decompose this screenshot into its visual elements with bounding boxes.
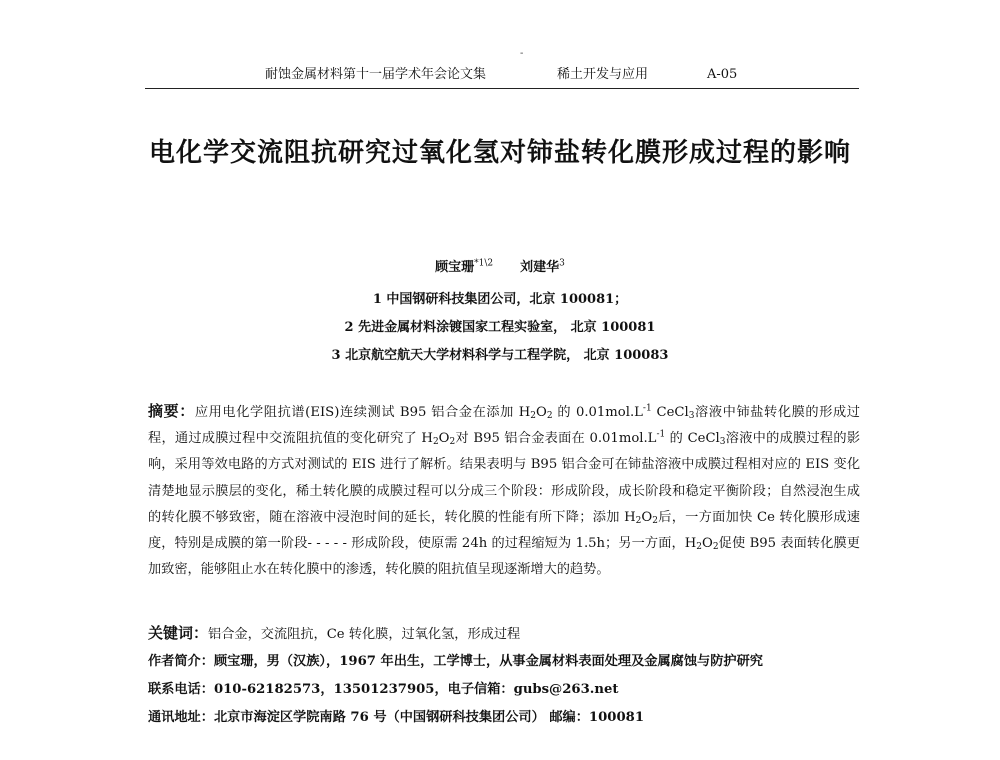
- address-text: 北京市海淀区学院南路 76 号（中国钢研科技集团公司） 邮编：100081: [213, 710, 644, 725]
- abstract-text: 应用电化学阻抗谱(EIS)连续测试 B95 铝合金在添加 H: [194, 405, 531, 420]
- abstract-text: CeCl: [651, 405, 689, 420]
- subscript: 3: [719, 437, 726, 448]
- abstract-text: 后，一方面加快 Ce 转化膜形成速度，特别是成膜的第一阶段- - - - - 形成阶段，使原需 24h 的过程缩短为 1.5h；另一方面，H: [148, 509, 860, 552]
- keywords-text: 铝合金，交流阻抗，Ce 转化膜，过氧化氢，形成过程: [208, 627, 521, 642]
- abstract-text: 的 0.01mol.L: [552, 405, 643, 420]
- affiliation-2: 2 先进金属材料涂镀国家工程实验室， 北京 100081: [344, 320, 656, 335]
- contact-info: [148, 678, 868, 697]
- keywords-label: 关键词：: [148, 624, 209, 642]
- subscript: 2: [635, 515, 642, 526]
- superscript: -1: [642, 403, 652, 414]
- affiliation-1: 1 中国钢研科技集团公司，北京 100081；: [372, 292, 628, 307]
- affiliation-3: 3 北京航空航天大学材料科学与工程学院， 北京 100083: [331, 348, 669, 363]
- subscript: 2: [652, 515, 658, 526]
- author-name: 刘建华: [520, 260, 560, 275]
- header-topic: 稀土开发与应用: [557, 67, 649, 82]
- abstract-text: O: [536, 405, 547, 420]
- contact-label: 联系电话：: [148, 682, 214, 697]
- abstract-text: 溶液中的成膜过程的影响，采用等效电路的方式对测试的 EIS 进行了解析。结果表明与 B95 铝合金可在铈盐溶液中成膜过程相对应的 EIS 变化清楚地显示膜层的变化，稀土转化膜的成膜过程可以分成三个阶段：形成阶段，成长阶段和稳定平衡阶段；自然浸泡生成的转化膜不够致密，随在溶液中浸泡时间的延长，转化膜的性能有所下降；添加 H: [148, 431, 861, 525]
- author-info-label: 作者简介：: [148, 654, 214, 669]
- subscript: 2: [530, 411, 536, 421]
- address-label: 通讯地址：: [148, 710, 214, 725]
- abstract-text: O: [702, 536, 713, 552]
- superscript: -1: [656, 429, 666, 440]
- running-header: [145, 62, 859, 89]
- subscript: 2: [696, 542, 703, 553]
- author-line: [0, 256, 1000, 275]
- abstract: [148, 398, 860, 583]
- author-mark: 3: [559, 258, 565, 269]
- scan-mark: -: [520, 48, 524, 59]
- author-info-text: 顾宝珊，男（汉族），1967 年出生，工学博士，从事金属材料表面处理及金属腐蚀与防护研究: [213, 654, 763, 669]
- contact-text: 010-62182573，13501237905，电子信箱：gubs@263.net: [213, 682, 619, 697]
- author-info: [148, 650, 868, 669]
- abstract-text: 对 B95 铝合金表面在 0.01mol.L: [455, 431, 657, 447]
- abstract-label: 摘要：: [148, 402, 195, 420]
- subscript: 3: [688, 411, 695, 421]
- paper-title: 电化学交流阻抗研究过氧化氢对铈盐转化膜形成过程的影响: [148, 138, 851, 168]
- subscript: 2: [712, 542, 719, 553]
- header-code: A-05: [707, 67, 738, 82]
- mailing-address: [148, 706, 868, 725]
- abstract-text: 溶液中铈盐转化膜的形成过程，通过成膜过程中交流阻抗值的变化研究了 H: [148, 405, 860, 447]
- keywords: [148, 622, 868, 643]
- author-mark: *1\2: [474, 258, 494, 269]
- abstract-text: 的 CeCl: [665, 431, 720, 447]
- header-conference: 耐蚀金属材料第十一届学术年会论文集: [265, 67, 487, 82]
- subscript: 2: [546, 411, 553, 421]
- author-name: 顾宝珊: [435, 260, 475, 275]
- abstract-text: 促使 B95 表面转化膜更加致密，能够阻止水在转化膜中的渗透，转化膜的阻抗值呈现逐渐增大的趋势。: [148, 536, 860, 578]
- abstract-text: O: [641, 509, 653, 525]
- subscript: 2: [432, 437, 439, 448]
- subscript: 2: [449, 437, 456, 448]
- abstract-text: O: [438, 431, 450, 447]
